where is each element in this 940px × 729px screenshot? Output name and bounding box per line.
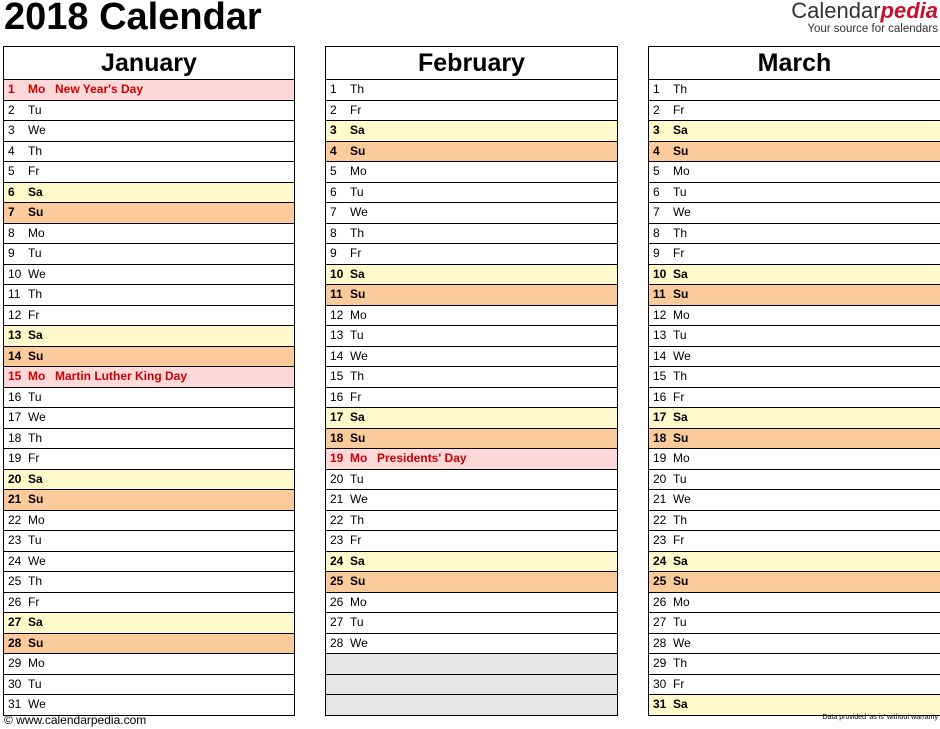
day-of-week: We bbox=[350, 492, 368, 506]
day-row bbox=[326, 388, 617, 409]
day-row bbox=[4, 470, 294, 491]
day-number: 17 bbox=[330, 410, 344, 424]
day-number: 4 bbox=[653, 143, 660, 158]
day-of-week: Su bbox=[673, 574, 689, 588]
day-number: 6 bbox=[8, 184, 15, 199]
day-row bbox=[4, 429, 294, 450]
day-of-week: Fr bbox=[673, 102, 685, 117]
day-number: 23 bbox=[653, 533, 667, 547]
brand-name bbox=[791, 0, 938, 23]
day-of-week: Th bbox=[673, 82, 688, 96]
day-number: 24 bbox=[8, 553, 22, 568]
brand-tagline: Your source for calendars bbox=[807, 23, 938, 35]
day-row bbox=[649, 306, 940, 327]
day-of-week: Mo bbox=[350, 594, 367, 609]
day-of-week: Th bbox=[28, 287, 43, 301]
page-title: 2018 Calendar bbox=[4, 0, 262, 38]
day-number: 28 bbox=[653, 635, 667, 650]
day-of-week: Mo bbox=[350, 164, 367, 178]
day-of-week: Sa bbox=[350, 553, 365, 568]
day-row bbox=[326, 203, 617, 224]
day-of-week: Fr bbox=[28, 307, 40, 322]
month-name: February bbox=[326, 47, 617, 80]
day-number: 7 bbox=[653, 205, 660, 219]
day-row bbox=[326, 347, 617, 368]
day-row bbox=[4, 285, 294, 306]
day-of-week: Sa bbox=[350, 266, 365, 281]
day-of-week: We bbox=[350, 635, 368, 650]
day-row bbox=[4, 101, 294, 122]
day-number: 6 bbox=[653, 184, 660, 199]
day-number: 29 bbox=[8, 656, 22, 670]
day-number: 10 bbox=[330, 266, 344, 281]
day-list bbox=[649, 80, 940, 715]
day-number: 22 bbox=[8, 512, 22, 527]
holiday-name: Presidents' Day bbox=[377, 451, 467, 465]
day-of-week: Mo bbox=[28, 656, 45, 670]
day-number: 8 bbox=[330, 225, 337, 240]
day-of-week: Th bbox=[350, 82, 365, 96]
day-of-week: Sa bbox=[28, 471, 43, 486]
day-number: 31 bbox=[8, 697, 22, 711]
day-number: 26 bbox=[8, 594, 22, 609]
day-of-week: Fr bbox=[673, 246, 685, 260]
day-row bbox=[649, 101, 940, 122]
day-of-week: Mo bbox=[28, 225, 45, 240]
day-number: 1 bbox=[8, 82, 15, 96]
day-number: 27 bbox=[8, 615, 22, 629]
day-of-week: Mo bbox=[28, 369, 46, 383]
day-of-week: Th bbox=[28, 143, 43, 158]
day-number: 26 bbox=[653, 594, 667, 609]
day-of-week: Th bbox=[350, 512, 365, 527]
day-of-week: Mo bbox=[350, 451, 368, 465]
day-row bbox=[649, 511, 940, 532]
day-of-week: We bbox=[673, 492, 691, 506]
day-number: 19 bbox=[8, 451, 22, 465]
day-number: 19 bbox=[330, 451, 344, 465]
day-number: 11 bbox=[653, 287, 666, 301]
day-row bbox=[4, 347, 294, 368]
day-of-week: Mo bbox=[28, 82, 46, 96]
day-of-week: Tu bbox=[350, 615, 364, 629]
day-row bbox=[4, 142, 294, 163]
day-of-week: Tu bbox=[28, 533, 42, 547]
day-of-week: Tu bbox=[350, 184, 364, 199]
day-number: 30 bbox=[653, 676, 667, 691]
day-list bbox=[326, 80, 617, 715]
day-row bbox=[4, 265, 294, 286]
day-row bbox=[326, 162, 617, 183]
day-of-week: Su bbox=[28, 492, 44, 506]
day-number: 22 bbox=[653, 512, 667, 527]
day-number: 10 bbox=[8, 266, 22, 281]
day-row bbox=[326, 326, 617, 347]
day-number: 11 bbox=[8, 287, 21, 301]
day-row bbox=[326, 367, 617, 388]
day-number: 24 bbox=[330, 553, 344, 568]
month-march bbox=[648, 46, 940, 716]
brand-name-main: Calendar bbox=[791, 0, 881, 23]
day-of-week: Su bbox=[28, 348, 44, 363]
day-of-week: We bbox=[28, 553, 46, 568]
day-row bbox=[4, 552, 294, 573]
day-number: 20 bbox=[330, 471, 344, 486]
day-of-week: We bbox=[350, 205, 368, 219]
day-number: 5 bbox=[8, 164, 15, 178]
day-of-week: Tu bbox=[673, 471, 687, 486]
day-number: 21 bbox=[330, 492, 344, 506]
day-row bbox=[326, 101, 617, 122]
day-number: 18 bbox=[8, 430, 22, 445]
holiday-name: Martin Luther King Day bbox=[55, 369, 188, 383]
day-row bbox=[4, 388, 294, 409]
day-number: 1 bbox=[653, 82, 660, 96]
day-number: 7 bbox=[8, 205, 15, 219]
day-number: 9 bbox=[8, 246, 15, 260]
day-of-week: We bbox=[673, 635, 691, 650]
day-number: 3 bbox=[653, 123, 660, 137]
day-number: 27 bbox=[330, 615, 344, 629]
day-row bbox=[4, 326, 294, 347]
day-row bbox=[649, 347, 940, 368]
day-of-week: Fr bbox=[350, 533, 362, 547]
day-number: 10 bbox=[653, 266, 667, 281]
day-number: 17 bbox=[8, 410, 22, 424]
day-row bbox=[326, 183, 617, 204]
day-row bbox=[649, 265, 940, 286]
day-of-week: We bbox=[28, 410, 46, 424]
month-name: January bbox=[4, 47, 294, 80]
day-number: 24 bbox=[653, 553, 667, 568]
day-row bbox=[649, 695, 940, 715]
day-of-week: Sa bbox=[28, 184, 43, 199]
day-of-week: Fr bbox=[673, 389, 685, 404]
month-name: March bbox=[649, 47, 940, 80]
day-row bbox=[326, 531, 617, 552]
day-row bbox=[4, 654, 294, 675]
day-of-week: Fr bbox=[350, 389, 362, 404]
day-row bbox=[4, 593, 294, 614]
day-number: 6 bbox=[330, 184, 337, 199]
day-row bbox=[649, 654, 940, 675]
day-row bbox=[649, 142, 940, 163]
day-of-week: We bbox=[350, 348, 368, 363]
day-number: 14 bbox=[330, 348, 344, 363]
day-of-week: Sa bbox=[673, 697, 688, 711]
empty-row bbox=[326, 654, 617, 675]
day-of-week: Th bbox=[28, 574, 43, 588]
day-of-week: Fr bbox=[28, 164, 40, 178]
day-of-week: Su bbox=[350, 430, 366, 445]
day-row bbox=[649, 634, 940, 655]
day-of-week: Mo bbox=[673, 451, 690, 465]
day-of-week: Su bbox=[673, 430, 689, 445]
day-of-week: Tu bbox=[673, 328, 687, 342]
day-row bbox=[4, 306, 294, 327]
day-of-week: Sa bbox=[673, 410, 688, 424]
day-row bbox=[326, 80, 617, 101]
day-row bbox=[649, 121, 940, 142]
day-row bbox=[326, 121, 617, 142]
day-number: 30 bbox=[8, 676, 22, 691]
day-row bbox=[326, 634, 617, 655]
day-row bbox=[649, 408, 940, 429]
day-row bbox=[649, 244, 940, 265]
day-row bbox=[326, 511, 617, 532]
day-of-week: Mo bbox=[28, 512, 45, 527]
day-of-week: Fr bbox=[673, 676, 685, 691]
day-row bbox=[4, 408, 294, 429]
disclaimer: Data provided 'as is' without warranty bbox=[822, 714, 938, 721]
day-of-week: Sa bbox=[350, 410, 365, 424]
day-of-week: Th bbox=[28, 430, 43, 445]
day-row bbox=[326, 572, 617, 593]
brand-name-accent: pedia bbox=[880, 0, 938, 23]
day-of-week: Su bbox=[350, 143, 366, 158]
day-row bbox=[326, 593, 617, 614]
day-number: 29 bbox=[653, 656, 667, 670]
day-of-week: Mo bbox=[350, 307, 367, 322]
day-of-week: Sa bbox=[28, 328, 43, 342]
day-number: 15 bbox=[8, 369, 22, 383]
day-number: 15 bbox=[653, 369, 667, 383]
day-of-week: Th bbox=[673, 656, 688, 670]
day-number: 18 bbox=[330, 430, 344, 445]
day-number: 27 bbox=[653, 615, 667, 629]
day-row bbox=[649, 552, 940, 573]
day-of-week: Fr bbox=[28, 594, 40, 609]
day-row bbox=[649, 224, 940, 245]
day-number: 13 bbox=[653, 328, 667, 342]
day-row bbox=[649, 388, 940, 409]
day-number: 25 bbox=[330, 574, 344, 588]
day-number: 19 bbox=[653, 451, 667, 465]
day-list bbox=[4, 80, 294, 715]
day-of-week: Fr bbox=[350, 102, 362, 117]
day-number: 14 bbox=[653, 348, 667, 363]
day-of-week: Tu bbox=[673, 184, 687, 199]
day-of-week: Tu bbox=[350, 328, 364, 342]
day-of-week: Fr bbox=[28, 451, 40, 465]
day-number: 8 bbox=[8, 225, 15, 240]
day-number: 20 bbox=[8, 471, 22, 486]
day-of-week: Su bbox=[350, 574, 366, 588]
day-number: 18 bbox=[653, 430, 667, 445]
day-number: 2 bbox=[653, 102, 660, 117]
day-number: 9 bbox=[653, 246, 660, 260]
day-of-week: We bbox=[673, 348, 691, 363]
day-row bbox=[4, 490, 294, 511]
day-of-week: We bbox=[673, 205, 691, 219]
day-row bbox=[326, 408, 617, 429]
day-row bbox=[649, 203, 940, 224]
day-of-week: Tu bbox=[28, 676, 42, 691]
day-row bbox=[326, 490, 617, 511]
day-of-week: Tu bbox=[28, 246, 42, 260]
day-row bbox=[4, 162, 294, 183]
month-february bbox=[325, 46, 618, 716]
day-row bbox=[649, 613, 940, 634]
day-number: 7 bbox=[330, 205, 337, 219]
day-row bbox=[649, 531, 940, 552]
day-row bbox=[4, 203, 294, 224]
day-row bbox=[649, 162, 940, 183]
day-of-week: Sa bbox=[350, 123, 365, 137]
day-number: 12 bbox=[330, 307, 344, 322]
day-row bbox=[4, 449, 294, 470]
day-number: 23 bbox=[330, 533, 344, 547]
day-number: 2 bbox=[8, 102, 15, 117]
day-of-week: Th bbox=[350, 369, 365, 383]
day-row bbox=[326, 142, 617, 163]
day-row bbox=[4, 511, 294, 532]
day-of-week: Th bbox=[350, 225, 365, 240]
holiday-row bbox=[4, 80, 294, 101]
day-number: 8 bbox=[653, 225, 660, 240]
day-row bbox=[4, 224, 294, 245]
day-of-week: Su bbox=[673, 143, 689, 158]
month-january bbox=[3, 46, 295, 716]
day-number: 28 bbox=[330, 635, 344, 650]
day-row bbox=[326, 613, 617, 634]
day-number: 11 bbox=[330, 287, 343, 301]
day-of-week: Th bbox=[673, 369, 688, 383]
day-of-week: Tu bbox=[28, 102, 42, 117]
day-row bbox=[4, 121, 294, 142]
day-row bbox=[326, 265, 617, 286]
day-row bbox=[4, 531, 294, 552]
day-row bbox=[326, 224, 617, 245]
day-of-week: Tu bbox=[673, 615, 687, 629]
day-row bbox=[4, 572, 294, 593]
day-row bbox=[649, 470, 940, 491]
holiday-row bbox=[4, 367, 294, 388]
day-of-week: Su bbox=[28, 635, 44, 650]
day-row bbox=[649, 593, 940, 614]
day-of-week: We bbox=[28, 123, 46, 137]
day-of-week: Sa bbox=[673, 123, 688, 137]
day-row bbox=[649, 367, 940, 388]
day-number: 31 bbox=[653, 697, 667, 711]
website-link[interactable]: © www.calendarpedia.com bbox=[4, 713, 147, 727]
day-number: 5 bbox=[653, 164, 660, 178]
day-number: 22 bbox=[330, 512, 344, 527]
day-row bbox=[649, 572, 940, 593]
day-number: 5 bbox=[330, 164, 337, 178]
day-of-week: Th bbox=[673, 225, 688, 240]
day-number: 15 bbox=[330, 369, 344, 383]
day-number: 25 bbox=[653, 574, 667, 588]
day-of-week: Mo bbox=[673, 594, 690, 609]
day-row bbox=[649, 326, 940, 347]
day-row bbox=[649, 490, 940, 511]
day-of-week: Su bbox=[350, 287, 366, 301]
day-number: 3 bbox=[8, 123, 15, 137]
day-row bbox=[649, 80, 940, 101]
day-of-week: We bbox=[28, 266, 46, 281]
day-number: 3 bbox=[330, 123, 337, 137]
day-of-week: Mo bbox=[673, 164, 690, 178]
day-row bbox=[4, 675, 294, 696]
day-number: 9 bbox=[330, 246, 337, 260]
day-of-week: Tu bbox=[28, 389, 42, 404]
day-number: 13 bbox=[8, 328, 22, 342]
day-row bbox=[326, 552, 617, 573]
day-number: 23 bbox=[8, 533, 22, 547]
day-row bbox=[649, 675, 940, 696]
day-row bbox=[649, 449, 940, 470]
day-number: 1 bbox=[330, 82, 337, 96]
day-number: 12 bbox=[653, 307, 667, 322]
day-number: 20 bbox=[653, 471, 667, 486]
day-row bbox=[4, 613, 294, 634]
day-of-week: Mo bbox=[673, 307, 690, 322]
day-row bbox=[326, 470, 617, 491]
day-of-week: We bbox=[28, 697, 46, 711]
day-number: 2 bbox=[330, 102, 337, 117]
day-of-week: Fr bbox=[350, 246, 362, 260]
day-of-week: Sa bbox=[673, 553, 688, 568]
day-number: 17 bbox=[653, 410, 667, 424]
day-number: 14 bbox=[8, 348, 22, 363]
day-number: 16 bbox=[8, 389, 22, 404]
day-number: 25 bbox=[8, 574, 22, 588]
day-number: 28 bbox=[8, 635, 22, 650]
day-number: 21 bbox=[8, 492, 22, 506]
day-row bbox=[326, 285, 617, 306]
day-of-week: Tu bbox=[350, 471, 364, 486]
day-number: 12 bbox=[8, 307, 22, 322]
empty-row bbox=[326, 675, 617, 696]
day-row bbox=[4, 244, 294, 265]
holiday-row bbox=[326, 449, 617, 470]
holiday-name: New Year's Day bbox=[55, 82, 144, 96]
day-number: 13 bbox=[330, 328, 344, 342]
day-row bbox=[4, 183, 294, 204]
day-row bbox=[4, 634, 294, 655]
day-of-week: Su bbox=[673, 287, 689, 301]
day-of-week: Th bbox=[673, 512, 688, 527]
day-number: 4 bbox=[330, 143, 337, 158]
day-number: 4 bbox=[8, 143, 15, 158]
day-row bbox=[649, 183, 940, 204]
day-row bbox=[649, 429, 940, 450]
brand-logo[interactable] bbox=[791, 0, 938, 36]
day-number: 26 bbox=[330, 594, 344, 609]
day-row bbox=[649, 285, 940, 306]
day-row bbox=[326, 244, 617, 265]
day-of-week: Fr bbox=[673, 533, 685, 547]
day-number: 16 bbox=[330, 389, 344, 404]
day-row bbox=[326, 306, 617, 327]
day-of-week: Sa bbox=[673, 266, 688, 281]
day-of-week: Sa bbox=[28, 615, 43, 629]
day-number: 21 bbox=[653, 492, 667, 506]
day-row bbox=[326, 429, 617, 450]
empty-row bbox=[326, 695, 617, 715]
day-number: 16 bbox=[653, 389, 667, 404]
day-of-week: Su bbox=[28, 205, 44, 219]
